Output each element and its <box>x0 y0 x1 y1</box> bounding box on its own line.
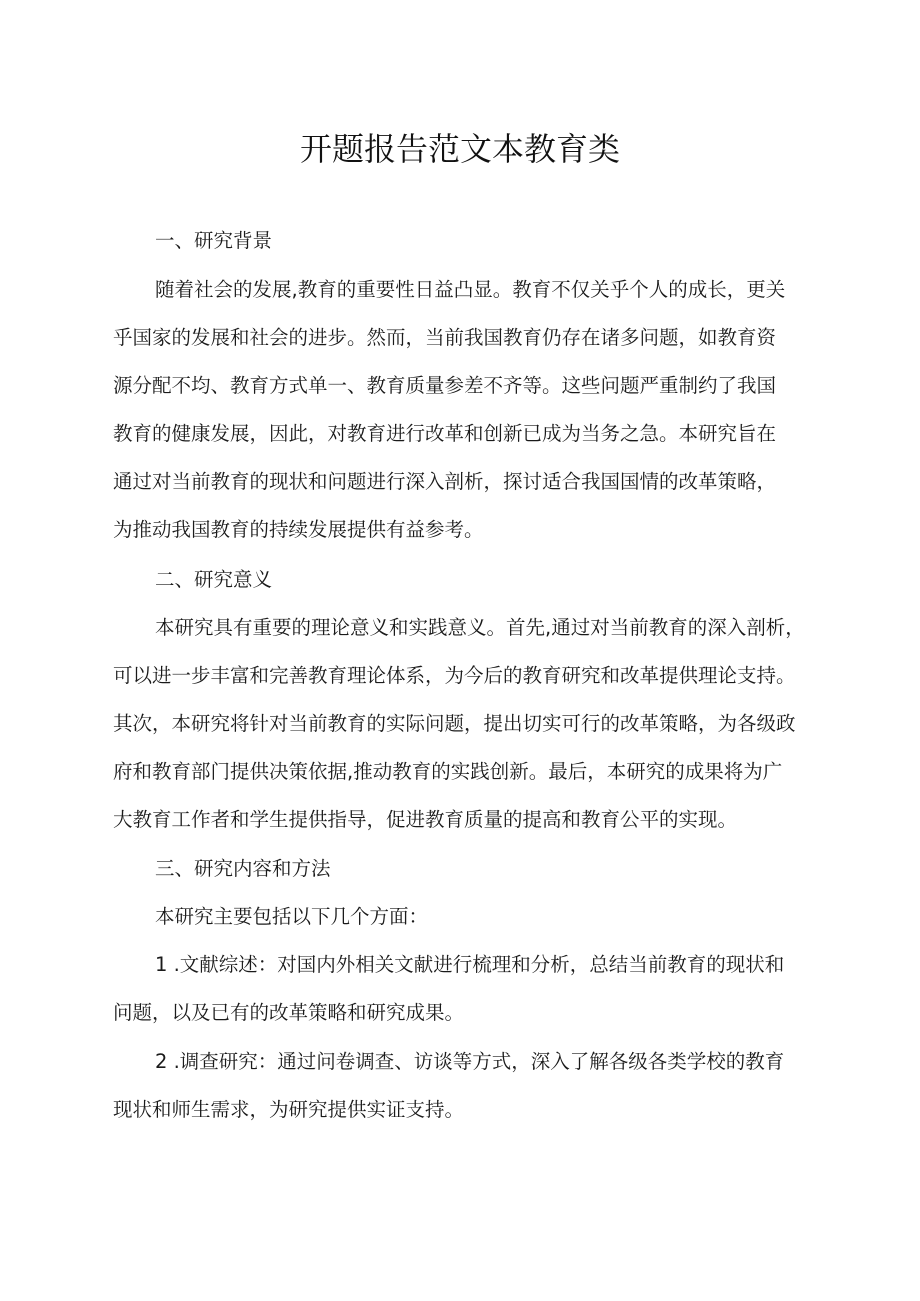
paragraph-line: 乎国家的发展和社会的进步。然而，当前我国教育仍存在诸多问题，如教育资 <box>113 326 777 349</box>
document-title: 开题报告范文本教育类 <box>299 130 620 168</box>
list-item-survey-research: 2 .调查研究：通过问卷调查、访谈等方式，深入了解各级各类学校的教育 <box>155 1050 785 1073</box>
section-heading-background: 一、研究背景 <box>155 229 273 252</box>
paragraph-line: 其次，本研究将针对当前教育的实际问题，提出切实可行的改革策略，为各级政 <box>113 712 796 735</box>
paragraph-line: 本研究主要包括以下几个方面： <box>155 905 429 928</box>
paragraph-line: 问题，以及已有的改革策略和研究成果。 <box>113 1001 465 1024</box>
paragraph-line: 大教育工作者和学生提供指导，促进教育质量的提高和教育公平的实现。 <box>113 808 738 831</box>
paragraph-line: 随着社会的发展,教育的重要性日益凸显。教育不仅关乎个人的成长，更关 <box>155 278 786 301</box>
paragraph-line: 府和教育部门提供决策依据,推动教育的实践创新。最后，本研究的成果将为广 <box>113 760 783 783</box>
section-heading-significance: 二、研究意义 <box>155 568 273 591</box>
paragraph-line: 源分配不均、教育方式单一、教育质量参差不齐等。这些问题严重制约了我国 <box>113 374 777 397</box>
list-item-literature-review: 1 .文献综述：对国内外相关文献进行梳理和分析，总结当前教育的现状和 <box>155 953 785 976</box>
paragraph-line: 现状和师生需求，为研究提供实证支持。 <box>113 1098 465 1121</box>
paragraph-line: 教育的健康发展，因此，对教育进行改革和创新已成为当务之急。本研究旨在 <box>113 422 777 445</box>
section-heading-content-methods: 三、研究内容和方法 <box>155 857 331 880</box>
paragraph-line: 为推动我国教育的持续发展提供有益参考。 <box>113 518 484 541</box>
paragraph-line: 通过对当前教育的现状和问题进行深入剖析，探讨适合我国国情的改革策略， <box>113 470 777 493</box>
paragraph-line: 可以进一步丰富和完善教育理论体系，为今后的教育研究和改革提供理论支持。 <box>113 664 796 687</box>
paragraph-line: 本研究具有重要的理论意义和实践意义。首先,通过对当前教育的深入剖析， <box>155 616 805 639</box>
